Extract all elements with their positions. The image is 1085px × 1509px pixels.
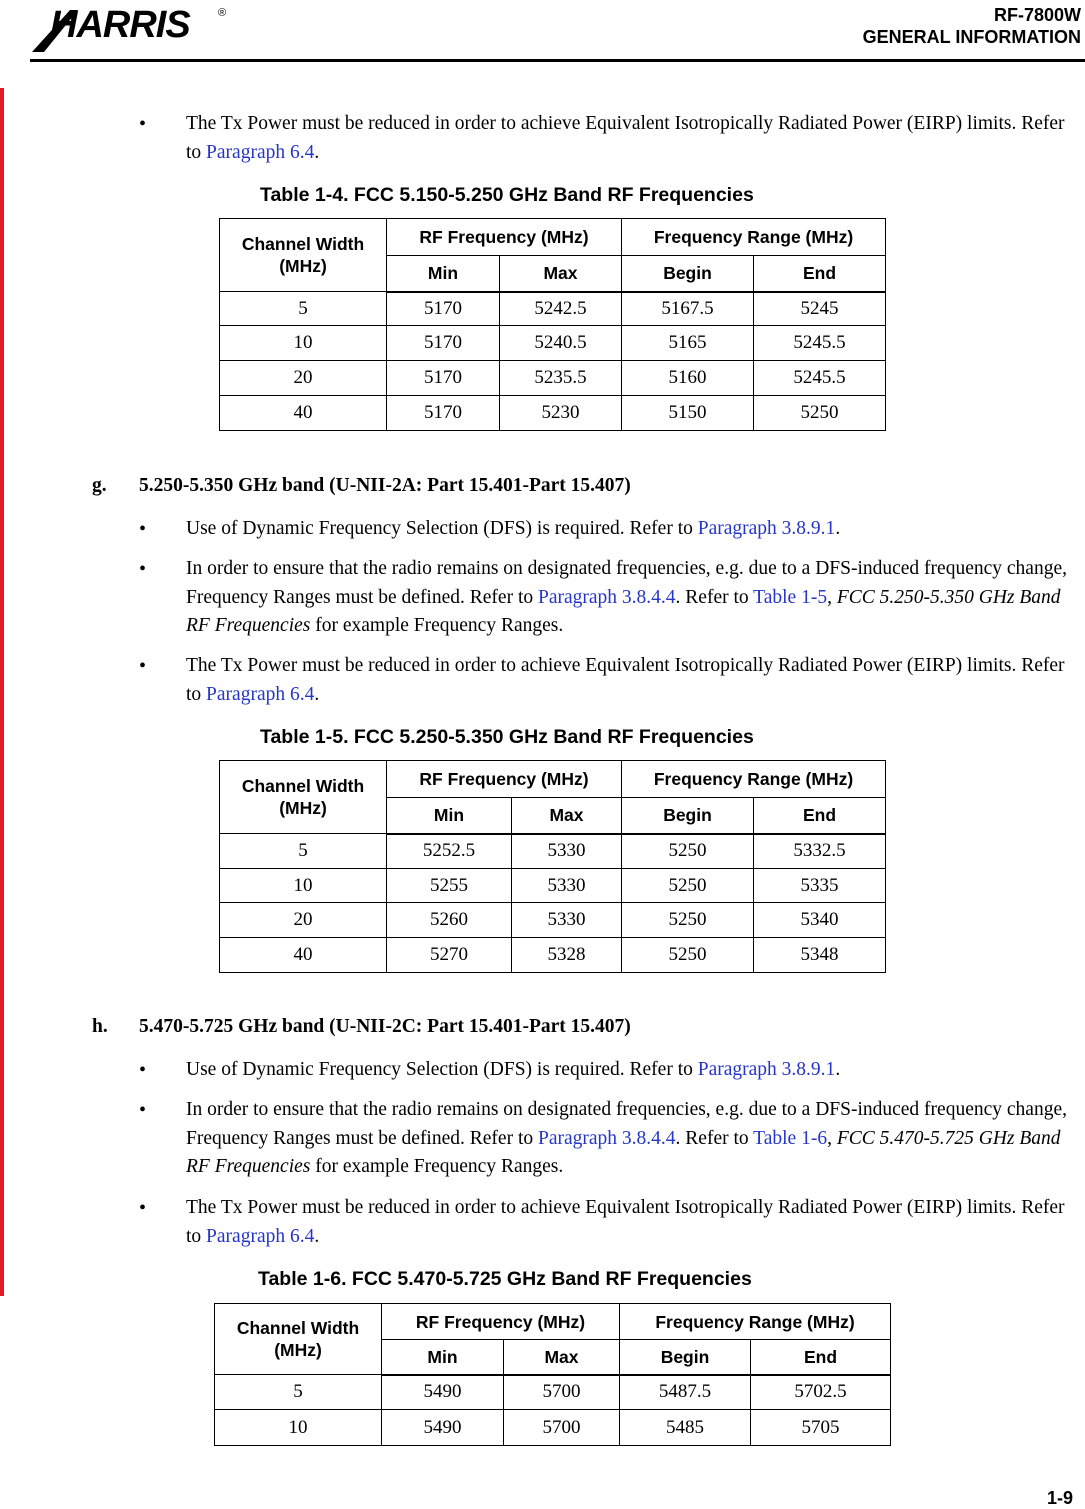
table-cell: 5245.5	[754, 361, 886, 396]
table-cell: 5705	[751, 1410, 891, 1446]
bullet-dot: •	[139, 655, 147, 677]
table-cell: 5150	[622, 396, 754, 431]
table-row	[220, 396, 886, 431]
paragraph-link[interactable]: Paragraph 3.8.4.4	[537, 586, 676, 608]
table-cell: 10	[220, 869, 387, 903]
table-cell: 5245.5	[754, 326, 886, 361]
table-cell: 5270	[387, 938, 512, 973]
frequency-range-paragraph: In order to ensure that the radio remains on designated frequencies, e.g. due to a DFS-induced frequency change, Frequency Ranges must be defined. Refer to Paragraph 3.8.4.4. Refer to Table 1-5, FCC 5.250-5.350 GHz Band RF Frequencies for example Frequency Ranges.	[186, 558, 1067, 636]
header-frequency-range: Frequency Range (MHz)	[620, 1304, 891, 1340]
table-link[interactable]: Table 1-5	[753, 586, 828, 608]
table-cell: 5165	[622, 326, 754, 361]
header-min: Min	[387, 256, 500, 292]
table-cell: 5250	[622, 938, 754, 973]
model-name: RF-7800W	[993, 5, 1081, 25]
header-end: End	[754, 256, 886, 292]
bullet-dot: •	[139, 113, 147, 135]
table-cell: 5250	[622, 834, 754, 869]
harris-logo	[30, 2, 240, 54]
header-begin: Begin	[622, 798, 754, 834]
frequency-table	[219, 760, 886, 973]
table-cell: 5255	[387, 869, 512, 903]
section-name: GENERAL INFORMATION	[862, 27, 1081, 47]
table-cell: 5348	[754, 938, 886, 973]
table-row	[220, 834, 886, 869]
table-row	[220, 292, 886, 326]
table-row	[220, 869, 886, 903]
eirp-paragraph: The Tx Power must be reduced in order to achieve Equivalent Isotropically Radiated Power (EIRP) limits. Refer to Paragraph 6.4.	[186, 1197, 1065, 1247]
table-cell: 5170	[387, 326, 500, 361]
table-cell: 5700	[504, 1410, 620, 1446]
header-frequency-range: Frequency Range (MHz)	[622, 219, 886, 256]
table-cell: 5490	[382, 1375, 504, 1410]
paragraph-link[interactable]: Paragraph 3.8.9.1	[697, 518, 836, 539]
table-cell: 40	[220, 938, 387, 973]
paragraph-link[interactable]: Paragraph 6.4	[206, 141, 315, 163]
table-cell: 5335	[754, 869, 886, 903]
bullet-dot: •	[139, 518, 147, 540]
table-cell: 20	[220, 903, 387, 938]
bullet-dot: •	[139, 1197, 147, 1219]
table-cell: 10	[220, 326, 387, 361]
table-row	[215, 1375, 891, 1410]
table-cell: 5252.5	[387, 834, 512, 869]
table-cell: 5170	[387, 396, 500, 431]
header-frequency-range: Frequency Range (MHz)	[622, 761, 886, 798]
svg-text:HARRIS: HARRIS	[50, 4, 190, 46]
table-cell: 40	[220, 396, 387, 431]
frequency-range-paragraph: In order to ensure that the radio remains on designated frequencies, e.g. due to a DFS-induced frequency change, Frequency Ranges must be defined. Refer to Paragraph 3.8.4.4. Refer to Table 1-6, FCC 5.470-5.725 GHz Band RF Frequencies for example Frequency Ranges.	[186, 1099, 1067, 1177]
paragraph-link[interactable]: Paragraph 6.4	[206, 1225, 315, 1247]
table-cell: 10	[215, 1410, 382, 1446]
header-min: Min	[382, 1340, 504, 1375]
table-cell: 5490	[382, 1410, 504, 1446]
table-row	[220, 903, 886, 938]
table-cell: 5260	[387, 903, 512, 938]
header-min: Min	[387, 798, 512, 834]
table-cell: 5250	[754, 396, 886, 431]
table-cell: 5330	[512, 869, 622, 903]
table-cell: 5245	[754, 292, 886, 326]
table-cell: 5330	[512, 834, 622, 869]
section-heading-h: h. 5.470-5.725 GHz band (U-NII-2C: Part 15.401-Part 15.407)	[92, 1016, 631, 1037]
table-row	[220, 938, 886, 973]
header-begin: Begin	[620, 1340, 751, 1375]
header-end: End	[754, 798, 886, 834]
table-cell: 5485	[620, 1410, 751, 1446]
bullet-dot: •	[139, 558, 147, 580]
header-channel-width: Channel Width (MHz)	[215, 1304, 382, 1375]
table-cell: 5487.5	[620, 1375, 751, 1410]
harris-logo-graphic	[30, 2, 240, 54]
eirp-paragraph: The Tx Power must be reduced in order to achieve Equivalent Isotropically Radiated Power (EIRP) limits. Refer to Paragraph 6.4.	[186, 655, 1065, 705]
header-max: Max	[504, 1340, 620, 1375]
page-number: 1-9	[1046, 1488, 1073, 1508]
bullet-dot: •	[139, 1059, 147, 1081]
header-end: End	[751, 1340, 891, 1375]
table-cell: 5170	[387, 361, 500, 396]
header-rule	[30, 59, 1085, 62]
table-cell: 5250	[622, 903, 754, 938]
header-max: Max	[500, 256, 622, 292]
section-heading-g: g. 5.250-5.350 GHz band (U-NII-2A: Part 15.401-Part 15.407)	[92, 475, 631, 496]
table-cell: 5167.5	[622, 292, 754, 326]
table-cell: 5242.5	[500, 292, 622, 326]
header-rf-frequency: RF Frequency (MHz)	[387, 219, 622, 256]
header-rf-frequency: RF Frequency (MHz)	[387, 761, 622, 798]
table-cell: 5160	[622, 361, 754, 396]
table-cell: 5250	[622, 869, 754, 903]
paragraph-link[interactable]: Paragraph 3.8.9.1	[697, 1059, 836, 1080]
table-cell: 5332.5	[754, 834, 886, 869]
table-caption: Table 1-5. FCC 5.250-5.350 GHz Band RF Frequencies	[260, 726, 754, 748]
table-cell: 5700	[504, 1375, 620, 1410]
dfs-paragraph: Use of Dynamic Frequency Selection (DFS) is required. Refer to Paragraph 3.8.9.1.	[186, 518, 841, 539]
table-caption: Table 1-6. FCC 5.470-5.725 GHz Band RF Frequencies	[258, 1268, 752, 1290]
table-cell: 5328	[512, 938, 622, 973]
frequency-table	[214, 1303, 891, 1446]
table-link[interactable]: Table 1-6	[753, 1127, 828, 1149]
table-row	[220, 326, 886, 361]
header-rf-frequency: RF Frequency (MHz)	[382, 1304, 620, 1340]
table-cell: 5340	[754, 903, 886, 938]
bullet-dot: •	[139, 1099, 147, 1121]
table-cell: 5235.5	[500, 361, 622, 396]
table-cell: 5	[220, 292, 387, 326]
paragraph-link[interactable]: Paragraph 3.8.4.4	[537, 1127, 676, 1149]
table-cell: 5702.5	[751, 1375, 891, 1410]
table-cell: 5240.5	[500, 326, 622, 361]
header-channel-width: Channel Width (MHz)	[220, 761, 387, 834]
table-cell: 5330	[512, 903, 622, 938]
table-cell: 5230	[500, 396, 622, 431]
table-cell: 20	[220, 361, 387, 396]
table-row	[215, 1410, 891, 1446]
header-begin: Begin	[622, 256, 754, 292]
table-cell: 5170	[387, 292, 500, 326]
table-cell: 5	[215, 1375, 382, 1410]
dfs-paragraph: Use of Dynamic Frequency Selection (DFS) is required. Refer to Paragraph 3.8.9.1.	[186, 1059, 841, 1080]
header-max: Max	[512, 798, 622, 834]
svg-text:®: ®	[218, 7, 227, 19]
header-channel-width: Channel Width (MHz)	[220, 219, 387, 292]
table-cell: 5	[220, 834, 387, 869]
change-bar	[0, 88, 4, 1296]
frequency-table	[219, 218, 886, 431]
eirp-paragraph: The Tx Power must be reduced in order to achieve Equivalent Isotropically Radiated Power (EIRP) limits. Refer to Paragraph 6.4.	[186, 113, 1065, 163]
paragraph-link[interactable]: Paragraph 6.4	[206, 683, 315, 705]
table-caption: Table 1-4. FCC 5.150-5.250 GHz Band RF Frequencies	[260, 184, 754, 206]
table-row	[220, 361, 886, 396]
header-title	[863, 4, 1081, 48]
